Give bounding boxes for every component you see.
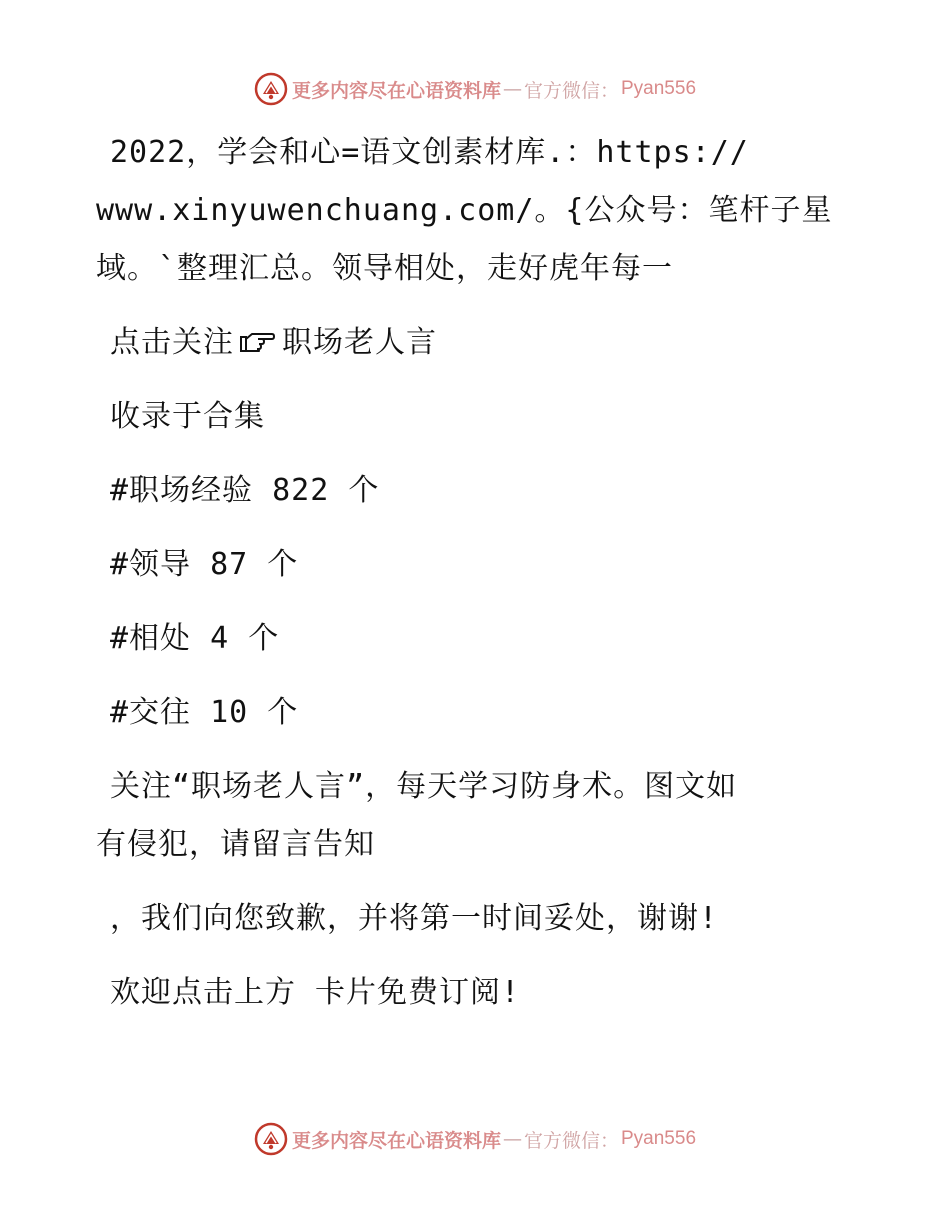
follow-account-name: 职场老人言 xyxy=(282,325,437,360)
header-separator: — xyxy=(502,78,522,100)
document-body xyxy=(96,124,836,1022)
red-book-logo-icon xyxy=(254,72,288,106)
header-official-label: 官方微信： xyxy=(523,79,619,102)
intro-line-3: 域。`整理汇总。领导相处，走好虎年每一 xyxy=(96,251,674,286)
red-book-logo-icon xyxy=(254,1122,288,1156)
tag-item[interactable]: #领导 87 个 xyxy=(110,547,299,582)
intro-line-1: 2022，学会和心=语文创素材库.：https:// xyxy=(110,135,749,170)
footer-banner xyxy=(0,1122,950,1156)
notice-line-2: 有侵犯，请留言告知 xyxy=(96,827,375,862)
header-brand-text: 更多内容尽在心语资料库 xyxy=(291,79,501,102)
pointing-hand-icon xyxy=(238,317,276,343)
follow-line xyxy=(96,314,836,372)
tag-item[interactable]: #交往 10 个 xyxy=(110,695,299,730)
footer-brand-text: 更多内容尽在心语资料库 xyxy=(291,1129,501,1152)
notice-line-1: 关注“职场老人言”，每天学习防身术。图文如 xyxy=(110,769,738,804)
tag-item[interactable]: #相处 4 个 xyxy=(110,621,280,656)
tag-item[interactable]: #职场经验 822 个 xyxy=(110,473,380,508)
footer-separator: — xyxy=(502,1128,522,1150)
subscribe-line: 欢迎点击上方 卡片免费订阅! xyxy=(110,975,521,1010)
apology-line: ，我们向您致歉，并将第一时间妥处，谢谢! xyxy=(110,901,719,936)
footer-official-label: 官方微信： xyxy=(523,1129,619,1152)
header-banner xyxy=(0,72,950,106)
header-account-id: Pyan556 xyxy=(621,78,697,99)
collection-label: 收录于合集 xyxy=(110,399,265,434)
intro-line-2: www.xinyuwenchuang.com/。{公众号：笔杆子星 xyxy=(96,193,833,228)
footer-account-id: Pyan556 xyxy=(621,1128,697,1149)
follow-prefix: 点击关注 xyxy=(110,325,234,360)
